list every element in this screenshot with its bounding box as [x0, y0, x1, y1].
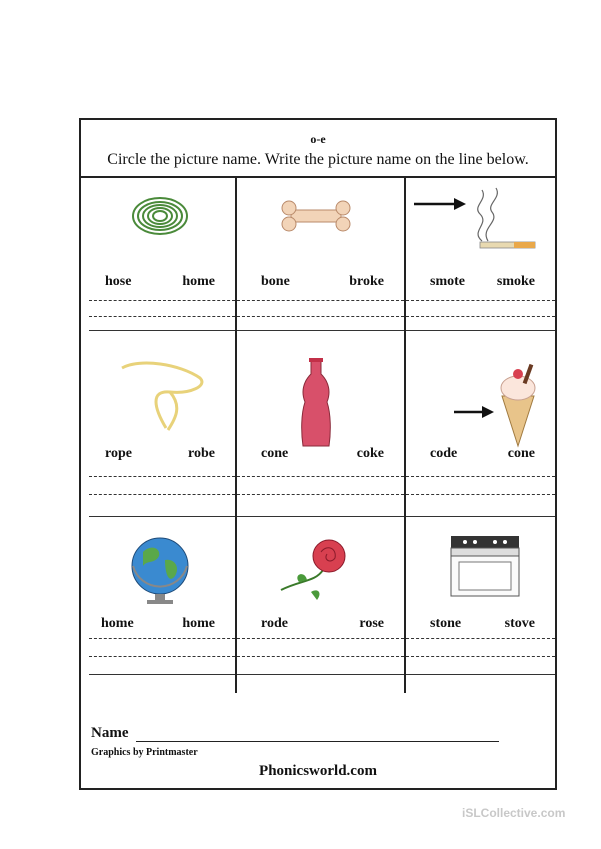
writing-line	[237, 656, 404, 657]
writing-line[interactable]	[406, 300, 555, 301]
word-choice[interactable]: robe	[188, 446, 215, 461]
word-choice[interactable]: cone	[507, 446, 535, 461]
writing-line	[89, 494, 235, 495]
writing-line[interactable]	[237, 638, 404, 639]
word-choice[interactable]: hose	[105, 274, 132, 289]
writing-line	[406, 656, 555, 657]
writing-line[interactable]	[406, 330, 555, 331]
cell-stove	[406, 522, 555, 694]
word-choice[interactable]: home	[182, 616, 215, 631]
globe-icon	[125, 530, 195, 610]
instruction-text: Circle the picture name. Write the picture name on the line below.	[107, 151, 529, 168]
word-choice[interactable]: rose	[359, 616, 384, 631]
writing-line	[406, 316, 555, 317]
worksheet-footer	[81, 693, 555, 790]
cell-smoke	[406, 178, 555, 350]
name-label: Name	[91, 725, 129, 741]
bone-icon	[271, 186, 361, 246]
writing-line	[89, 316, 235, 317]
writing-line	[237, 494, 404, 495]
site-name: Phonicsworld.com	[259, 763, 377, 779]
graphics-credit: Graphics by Printmaster	[91, 747, 198, 758]
writing-line[interactable]	[89, 330, 235, 331]
writing-line[interactable]	[237, 674, 404, 675]
writing-line[interactable]	[89, 674, 235, 675]
cell-coke	[237, 350, 404, 522]
writing-line[interactable]	[406, 516, 555, 517]
cell-bone	[237, 178, 404, 350]
word-choice[interactable]: rode	[261, 616, 288, 631]
writing-line[interactable]	[89, 300, 235, 301]
cell-hose	[81, 178, 235, 350]
rope-icon	[110, 358, 210, 438]
word-choice[interactable]: broke	[349, 274, 384, 289]
word-choice[interactable]: home	[182, 274, 215, 289]
word-choice[interactable]: cone	[261, 446, 289, 461]
writing-line[interactable]	[89, 476, 235, 477]
word-choice[interactable]: smoke	[496, 274, 535, 289]
word-choice[interactable]: rope	[105, 446, 132, 461]
writing-line	[89, 656, 235, 657]
word-choice[interactable]: coke	[356, 446, 384, 461]
picture-grid	[81, 178, 555, 693]
writing-line[interactable]	[237, 330, 404, 331]
writing-line[interactable]	[406, 638, 555, 639]
word-choice[interactable]: smote	[430, 274, 465, 289]
name-line[interactable]	[136, 741, 499, 742]
word-choice[interactable]: home	[101, 616, 134, 631]
writing-line[interactable]	[406, 476, 555, 477]
pattern-title: o-e	[310, 132, 326, 146]
stove-icon	[445, 530, 525, 600]
worksheet	[79, 118, 557, 790]
writing-line[interactable]	[237, 476, 404, 477]
writing-line[interactable]	[237, 300, 404, 301]
writing-line[interactable]	[237, 516, 404, 517]
writing-line[interactable]	[406, 674, 555, 675]
writing-line	[237, 316, 404, 317]
writing-line	[406, 494, 555, 495]
cell-cone	[406, 350, 555, 522]
writing-line[interactable]	[89, 638, 235, 639]
cell-globe	[81, 522, 235, 694]
word-choice[interactable]: stove	[504, 616, 535, 631]
coke-bottle-icon	[291, 358, 341, 448]
smoke-icon	[410, 186, 560, 256]
hose-icon	[125, 186, 195, 246]
rose-icon	[271, 530, 361, 610]
cell-rose	[237, 522, 404, 694]
word-choice[interactable]: code	[430, 446, 458, 461]
cell-rope	[81, 350, 235, 522]
worksheet-header	[81, 120, 555, 178]
watermark: iSLCollective.com	[462, 806, 566, 820]
ice-cream-cone-icon	[410, 358, 560, 448]
writing-line[interactable]	[89, 516, 235, 517]
word-choice[interactable]: stone	[430, 616, 462, 631]
word-choice[interactable]: bone	[261, 274, 290, 289]
